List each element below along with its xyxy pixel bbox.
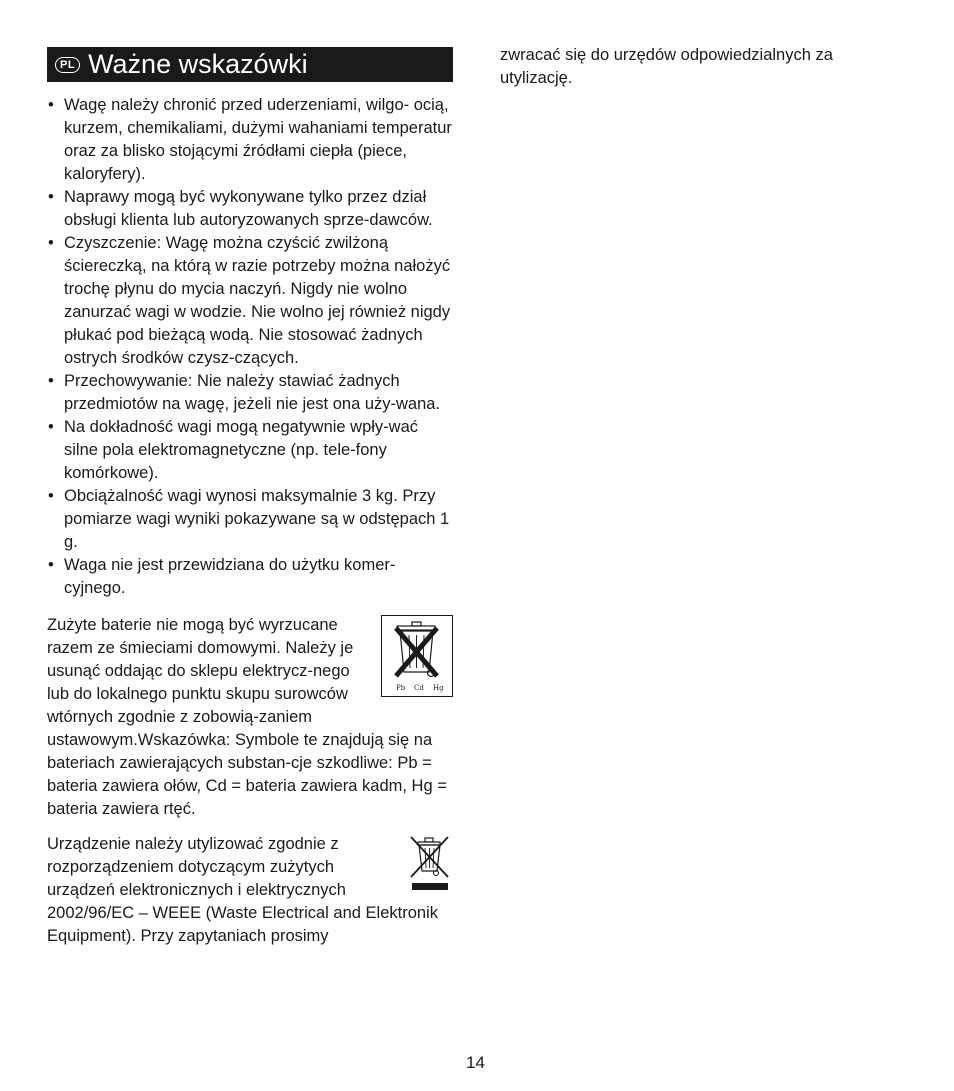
page-number: 14 — [466, 1053, 485, 1072]
battery-disposal-text: Zużyte baterie nie mogą być wyrzucane razem ze śmieciami domowymi. Należy je usunąć oddając do sklepu elektrycz-nego lub do lokalnego punktu skupu surowców wtórnych zgodnie z zobowią-zaniem ustawowym.Wskazówka: Symbole te znajdują się na bateriach zawierających substan-cje szkodliwe: Pb = bateria zawiera ołów, Cd = bateria zawiera kadm, Hg = bateria zawiera rtęć. — [47, 616, 447, 818]
right-column — [500, 44, 900, 90]
weee-text: Urządzenie należy utylizować zgodnie z rozporządzeniem dotyczącym zużytych urządzeń elektronicznych i elektrycznych 2002/96/EC – WEEE (Waste Electrical and Elektronik Equipment). Przy zapytaniach prosimy — [47, 835, 438, 945]
list-item: • Na dokładność wagi mogą negatywnie wpły-wać silne pola elektromagnetyczne (np. tele-fony komórkowe). — [47, 416, 453, 485]
battery-label-cd: Cd — [414, 684, 424, 692]
crossed-out-wheelie-bin-icon — [405, 833, 453, 893]
section-title: Ważne wskazówki — [88, 49, 308, 79]
section-header — [47, 47, 453, 82]
language-badge: PL — [55, 57, 80, 73]
list-item: • Przechowywanie: Nie należy stawiać żadnych przedmiotów na wagę, jeżeli nie jest ona uży-wana. — [47, 370, 453, 416]
list-item: • Wagę należy chronić przed uderzeniami, wilgo- ocią, kurzem, chemikaliami, dużymi wahaniami temperatur oraz za blisko stojącymi źródłami ciepła (piece, kaloryfery). — [47, 94, 453, 186]
crossed-out-battery-bin-icon — [381, 615, 453, 697]
left-column — [47, 47, 453, 948]
tips-list — [47, 94, 453, 600]
list-item: • Czyszczenie: Wagę można czyścić zwilżoną ściereczką, na którą w razie potrzeby można nałożyć trochę płynu do mycia naczyń. Nigdy nie wolno zanurzać wagi w wodzie. Nie wolno jej również nigdy płukać pod bieżącą wodą. Nie stosować żadnych ostrych środków czysz-czących. — [47, 232, 453, 370]
battery-label-pb: Pb — [396, 684, 406, 692]
continued-text: zwracać się do urzędów odpowiedzialnych za utylizację. — [500, 46, 833, 87]
list-item: • Waga nie jest przewidziana do użytku komer-cyjnego. — [47, 554, 453, 600]
list-item: • Obciążalność wagi wynosi maksymalnie 3 kg. Przy pomiarze wagi wyniki pokazywane są w odstępach 1 g. — [47, 485, 453, 554]
list-item: • Naprawy mogą być wykonywane tylko przez dział obsługi klienta lub autoryzowanych sprze-dawców. — [47, 186, 453, 232]
battery-label-hg: Hg — [433, 684, 444, 692]
battery-disposal-section — [47, 614, 453, 821]
weee-section — [47, 833, 453, 948]
